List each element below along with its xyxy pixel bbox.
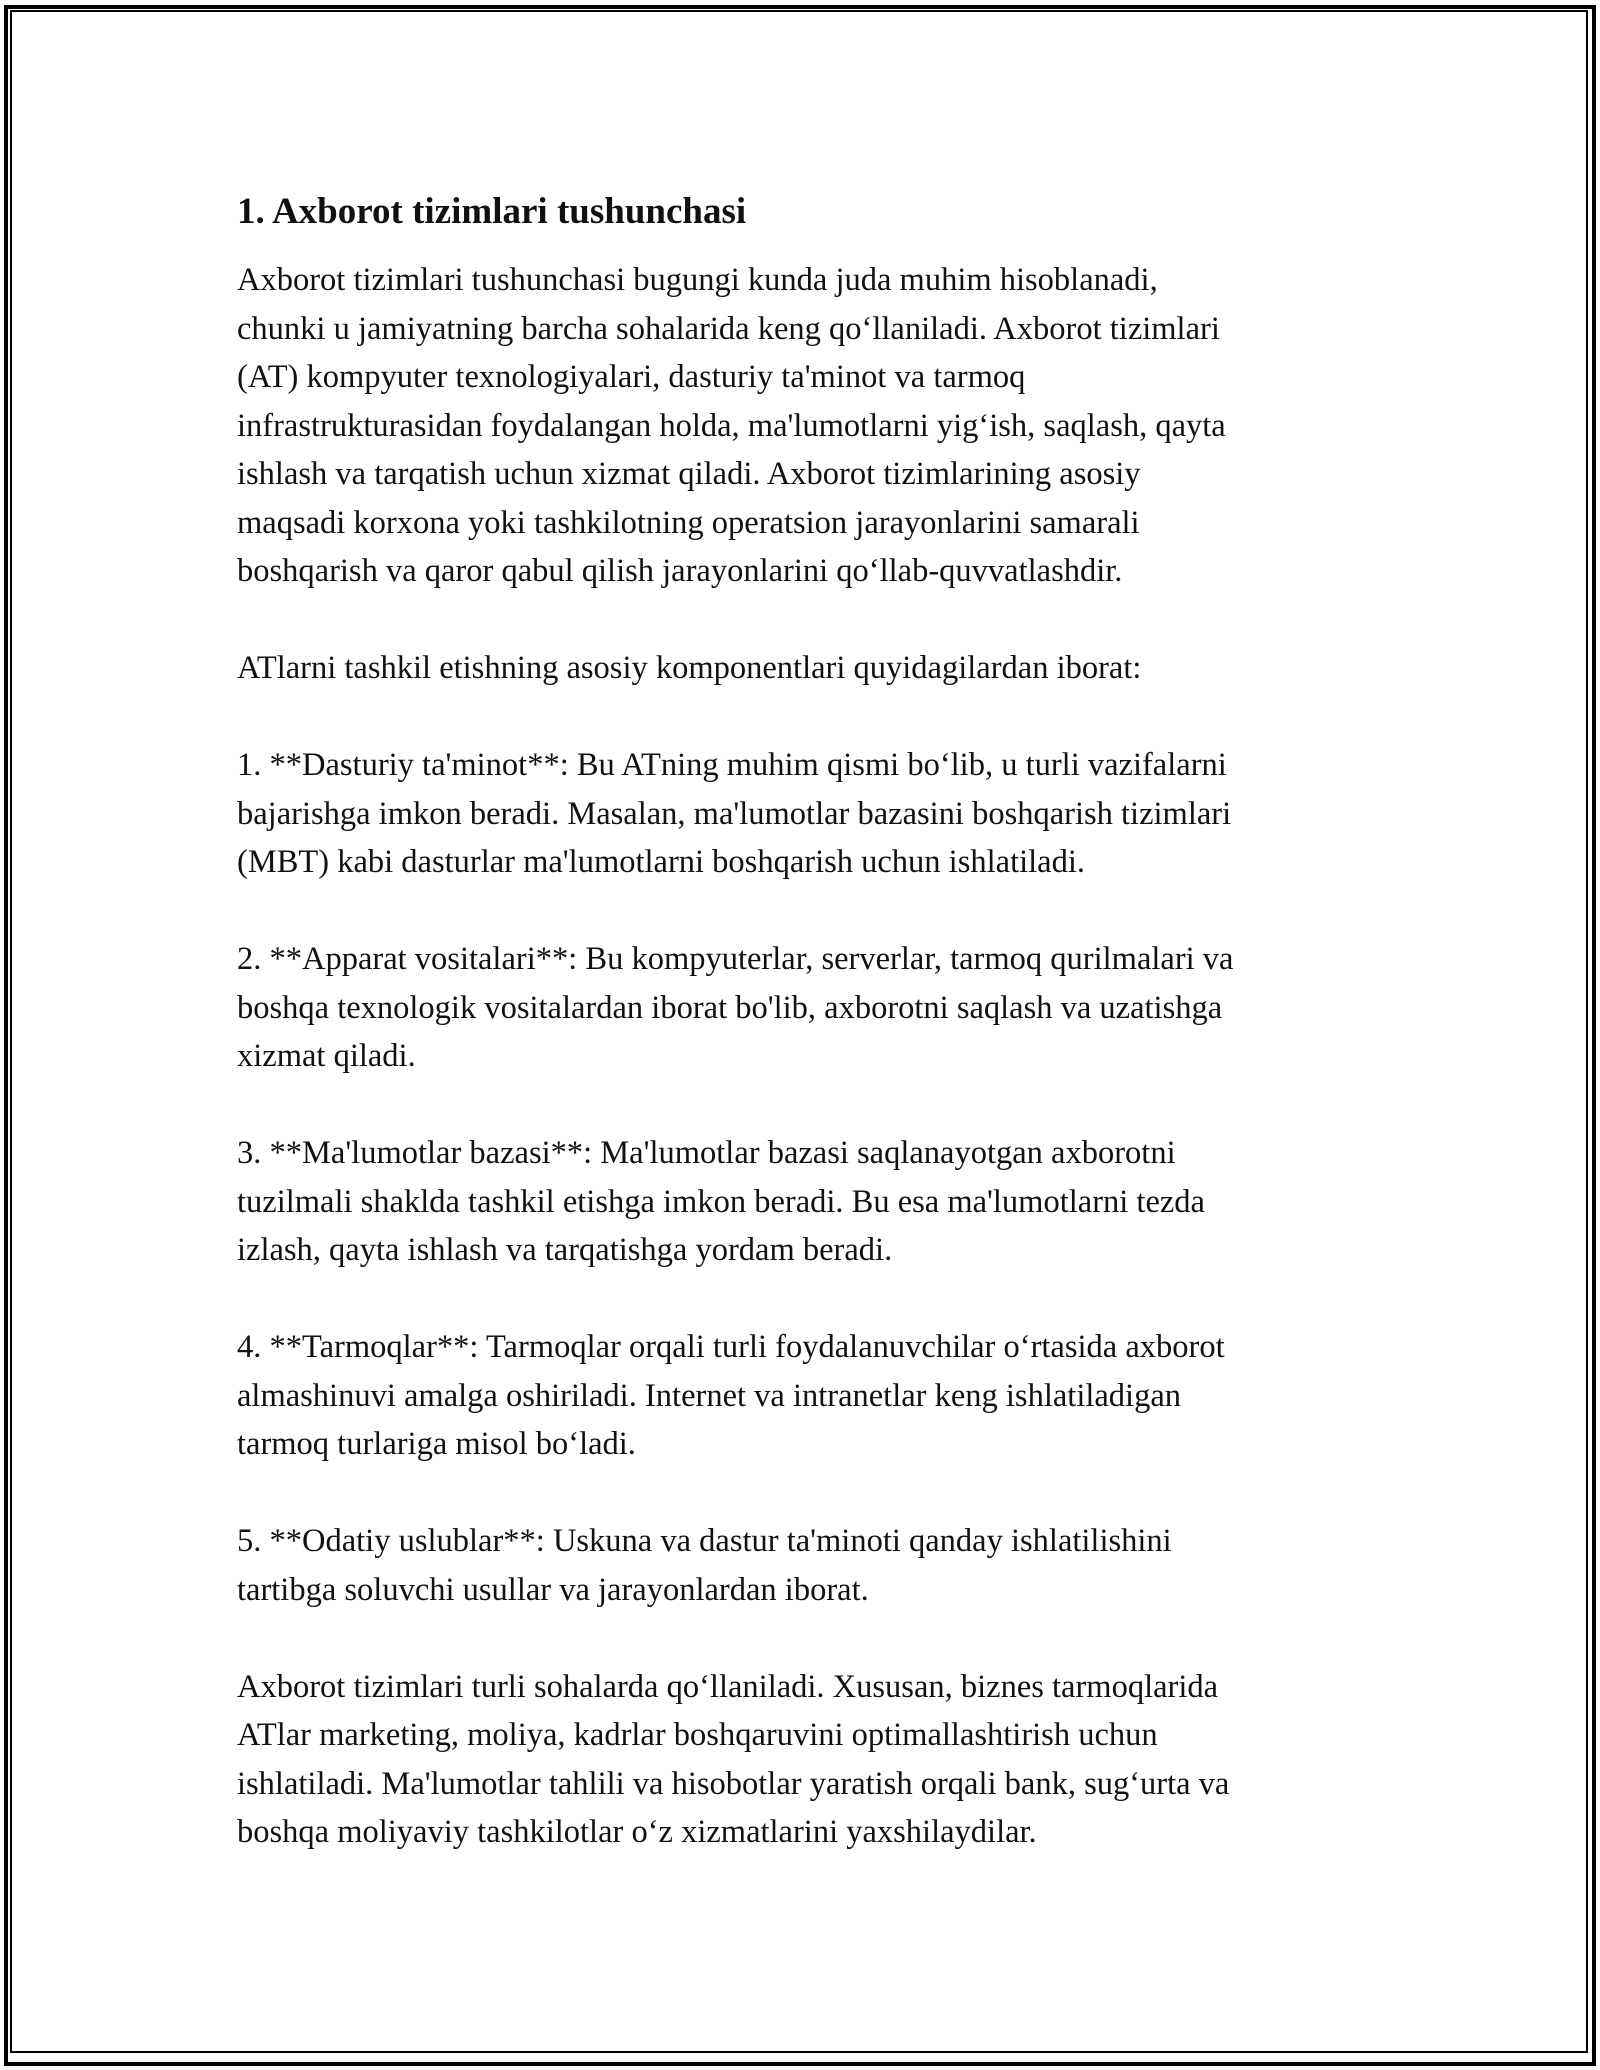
paragraph-intro: [237, 256, 1397, 596]
text-line: bajarishga imkon beradi. Masalan, ma'lumotlar bazasini boshqarish tizimlari: [237, 795, 1232, 832]
list-item-networks: [237, 1323, 1397, 1469]
text-line: 2. **Apparat vositalari**: Bu kompyuterlar, serverlar, tarmoq qurilmalari va: [237, 941, 1234, 977]
text-line: tuzilmali shakldа tashkil etishga imkon beradi. Bu esa ma'lumotlarni tezda: [237, 1183, 1205, 1220]
text-line: ATlar marketing, moliya, kadrlar boshqaruvini optimallashtirish uchun: [237, 1717, 1158, 1753]
text-line: maqsadi korxona yoki tashkilotning operatsion jarayonlarini samarali: [237, 504, 1140, 541]
text-line: 3. **Ma'lumotlar bazasi**: Ma'lumotlar bazasi saqlanayotgan axborotni: [237, 1135, 1176, 1171]
text-line: (MBT) kabi dasturlar ma'lumotlarni boshqarish uchun ishlatiladi.: [237, 844, 1085, 880]
text-line: 5. **Odatiy uslublar**: Uskuna va dastur ta'minoti qanday ishlatilishini: [237, 1523, 1172, 1559]
text-line: xizmat qiladi.: [237, 1038, 416, 1074]
list-item-database: [237, 1129, 1397, 1275]
text-line: 4. **Tarmoqlar**: Tarmoqlar orqali turli foydalanuvchilar o‘rtasida axborot: [237, 1329, 1225, 1365]
document-title: 1. Axborot tizimlari tushunchasi: [237, 191, 747, 232]
paragraph-components-intro: [237, 644, 1397, 693]
text-line: Axborot tizimlari tushunchasi bugungi kunda juda muhim hisoblanadi,: [237, 262, 1158, 298]
text-line: ATlarni tashkil etishning asosiy komponentlari quyidagilardan iborat:: [237, 650, 1142, 686]
text-line: izlash, qayta ishlash va tarqatishga yordam beradi.: [237, 1232, 893, 1268]
text-line: chunki u jamiyatning barcha sohalarida keng qo‘llaniladi. Axborot tizimlari: [237, 310, 1220, 347]
text-line: (AT) kompyuter texnologiyalari, dasturiy ta'minot va tarmoq: [237, 359, 1026, 395]
text-line: boshqa texnologik vositalardan iborat bo'lib, axborotni saqlash va uzatishga: [237, 989, 1223, 1026]
text-line: tarmoq turlariga misol bo‘ladi.: [237, 1426, 636, 1462]
text-line: ishlatiladi. Ma'lumotlar tahlili va hisobotlar yaratish orqali bank, sug‘urta va: [237, 1765, 1230, 1802]
list-item-procedures: [237, 1517, 1397, 1614]
paragraph-applications: [237, 1663, 1397, 1857]
text-line: almashinuvi amalga oshiriladi. Internet va intranetlar keng ishlatiladigan: [237, 1377, 1182, 1414]
text-line: boshqarish va qaror qabul qilish jarayonlarini qo‘llab-quvvatlashdir.: [237, 553, 1123, 589]
text-line: boshqa moliyaviy tashkilotlar o‘z xizmatlarini yaxshilaydilar.: [237, 1814, 1037, 1850]
list-item-software: [237, 741, 1397, 887]
text-line: tartibga soluvchi usullar va jarayonlardan iborat.: [237, 1571, 869, 1608]
list-item-hardware: [237, 935, 1397, 1081]
text-line: infrastrukturasidan foydalangan holda, ma'lumotlarni yig‘ish, saqlash, qayta: [237, 407, 1226, 444]
text-line: ishlash va tarqatish uchun xizmat qiladi. Axborot tizimlarining asosiy: [237, 456, 1141, 492]
text-line: Axborot tizimlari turli sohalarda qo‘llaniladi. Xususan, biznes tarmoqlarida: [237, 1668, 1219, 1705]
document-body: [237, 190, 1397, 1905]
text-line: 1. **Dasturiy ta'minot**: Bu ATning muhim qismi bo‘lib, u turli vazifalarni: [237, 747, 1227, 783]
